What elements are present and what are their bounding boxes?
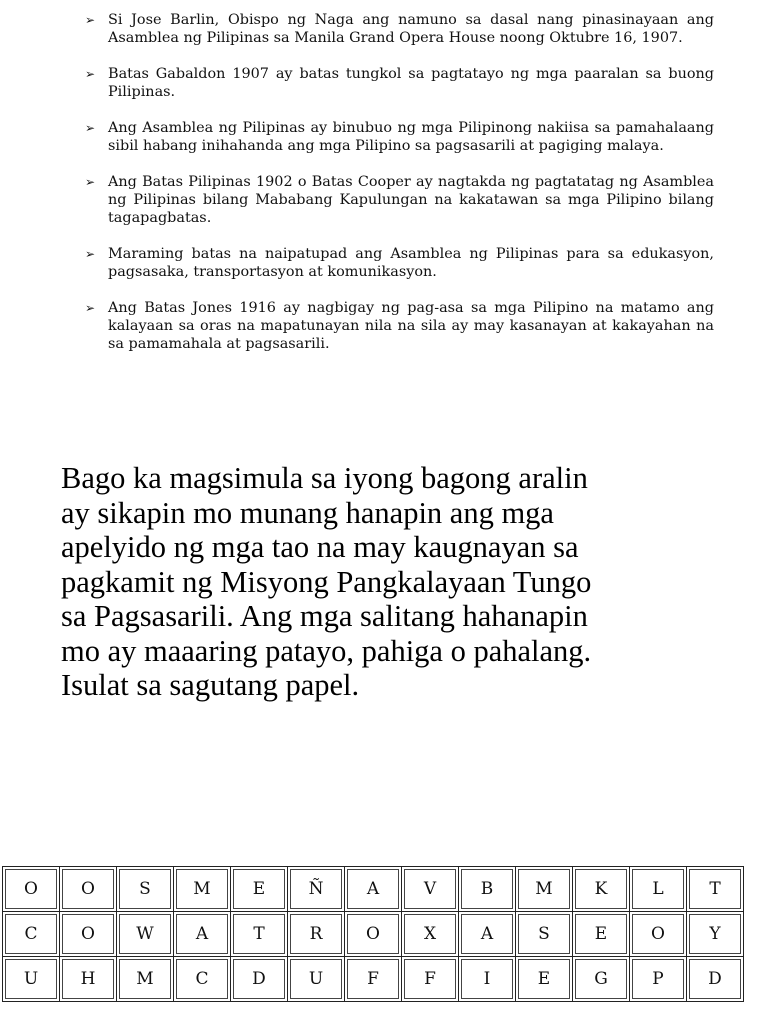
arrow-bullet-icon: ➢ bbox=[85, 13, 96, 27]
grid-cell: D bbox=[231, 957, 288, 1002]
bullet-item bbox=[82, 65, 714, 101]
bullet-text: Ang Batas Jones 1916 ay nagbigay ng pag-asa sa mga Pilipino na matamo ang kalayaan sa oras na mapatunayan nila na sila ay may kasanayan at kakayahan na sa pamamahala at pagsasarili. bbox=[108, 300, 714, 352]
grid-cell: A bbox=[174, 912, 231, 957]
grid-cell: A bbox=[459, 912, 516, 957]
grid-cell: E bbox=[231, 867, 288, 912]
grid-cell: C bbox=[174, 957, 231, 1002]
grid-cell: E bbox=[516, 957, 573, 1002]
grid-cell: F bbox=[402, 957, 459, 1002]
grid-cell: W bbox=[117, 912, 174, 957]
bullet-list bbox=[82, 11, 714, 353]
grid-cell: D bbox=[687, 957, 744, 1002]
grid-cell: M bbox=[117, 957, 174, 1002]
bullet-text: Si Jose Barlin, Obispo ng Naga ang namuno sa dasal nang pinasinayaan ang Asamblea ng Pilipinas sa Manila Grand Opera House noong Oktubre 16, 1907. bbox=[108, 12, 714, 46]
bullet-item bbox=[82, 299, 714, 353]
grid-cell: S bbox=[516, 912, 573, 957]
grid-cell: O bbox=[60, 912, 117, 957]
arrow-bullet-icon: ➢ bbox=[85, 247, 96, 261]
grid-cell: E bbox=[573, 912, 630, 957]
grid-cell: A bbox=[345, 867, 402, 912]
arrow-bullet-icon: ➢ bbox=[85, 121, 96, 135]
grid-cell: K bbox=[573, 867, 630, 912]
word-search-grid bbox=[2, 866, 744, 1002]
arrow-bullet-icon: ➢ bbox=[85, 67, 96, 81]
grid-cell: B bbox=[459, 867, 516, 912]
grid-cell: H bbox=[60, 957, 117, 1002]
bullet-text: Batas Gabaldon 1907 ay batas tungkol sa pagtatayo ng mga paaralan sa buong Pilipinas. bbox=[108, 66, 714, 100]
grid-cell: R bbox=[288, 912, 345, 957]
grid-cell: T bbox=[687, 867, 744, 912]
grid-cell: S bbox=[117, 867, 174, 912]
grid-cell: L bbox=[630, 867, 687, 912]
bullet-item bbox=[82, 173, 714, 227]
grid-cell: X bbox=[402, 912, 459, 957]
grid-cell: Y bbox=[687, 912, 744, 957]
grid-cell: I bbox=[459, 957, 516, 1002]
grid-cell: Ñ bbox=[288, 867, 345, 912]
grid-cell: C bbox=[3, 912, 60, 957]
grid-cell: O bbox=[3, 867, 60, 912]
grid-cell: T bbox=[231, 912, 288, 957]
grid-row bbox=[3, 957, 744, 1002]
grid-cell: M bbox=[516, 867, 573, 912]
grid-cell: U bbox=[3, 957, 60, 1002]
grid-cell: O bbox=[345, 912, 402, 957]
instructions-paragraph: Bago ka magsimula sa iyong bagong aralin ay sikapin mo munang hanapin ang mga apelyido ng mga tao na may kaugnayan sa pagkamit ng Misyong Pangkalayaan Tungo sa Pagsasarili. Ang mga salitang hahanapin mo ay maaaring patayo, pahiga o pahalang. Isulat sa sagutang papel. bbox=[61, 461, 592, 702]
grid-cell: M bbox=[174, 867, 231, 912]
bullet-item bbox=[82, 245, 714, 281]
bullet-text: Maraming batas na naipatupad ang Asamblea ng Pilipinas para sa edukasyon, pagsasaka, transportasyon at komunikasyon. bbox=[108, 246, 714, 280]
arrow-bullet-icon: ➢ bbox=[85, 301, 96, 315]
arrow-bullet-icon: ➢ bbox=[85, 175, 96, 189]
grid-cell: O bbox=[60, 867, 117, 912]
grid-cell: P bbox=[630, 957, 687, 1002]
grid-cell: O bbox=[630, 912, 687, 957]
bullet-text: Ang Asamblea ng Pilipinas ay binubuo ng mga Pilipinong nakiisa sa pamahalaang sibil habang inihahanda ang mga Pilipino sa pagsasarili at pagiging malaya. bbox=[108, 120, 714, 154]
bullet-item bbox=[82, 11, 714, 47]
grid-cell: V bbox=[402, 867, 459, 912]
grid-cell: G bbox=[573, 957, 630, 1002]
bullet-item bbox=[82, 119, 714, 155]
grid-cell: U bbox=[288, 957, 345, 1002]
grid-row bbox=[3, 912, 744, 957]
grid-row bbox=[3, 867, 744, 912]
grid-cell: F bbox=[345, 957, 402, 1002]
bullet-text: Ang Batas Pilipinas 1902 o Batas Cooper ay nagtakda ng pagtatatag ng Asamblea ng Pilipinas bilang Mababang Kapulungan na kakatawan sa mga Pilipino bilang tagapagbatas. bbox=[108, 174, 714, 226]
